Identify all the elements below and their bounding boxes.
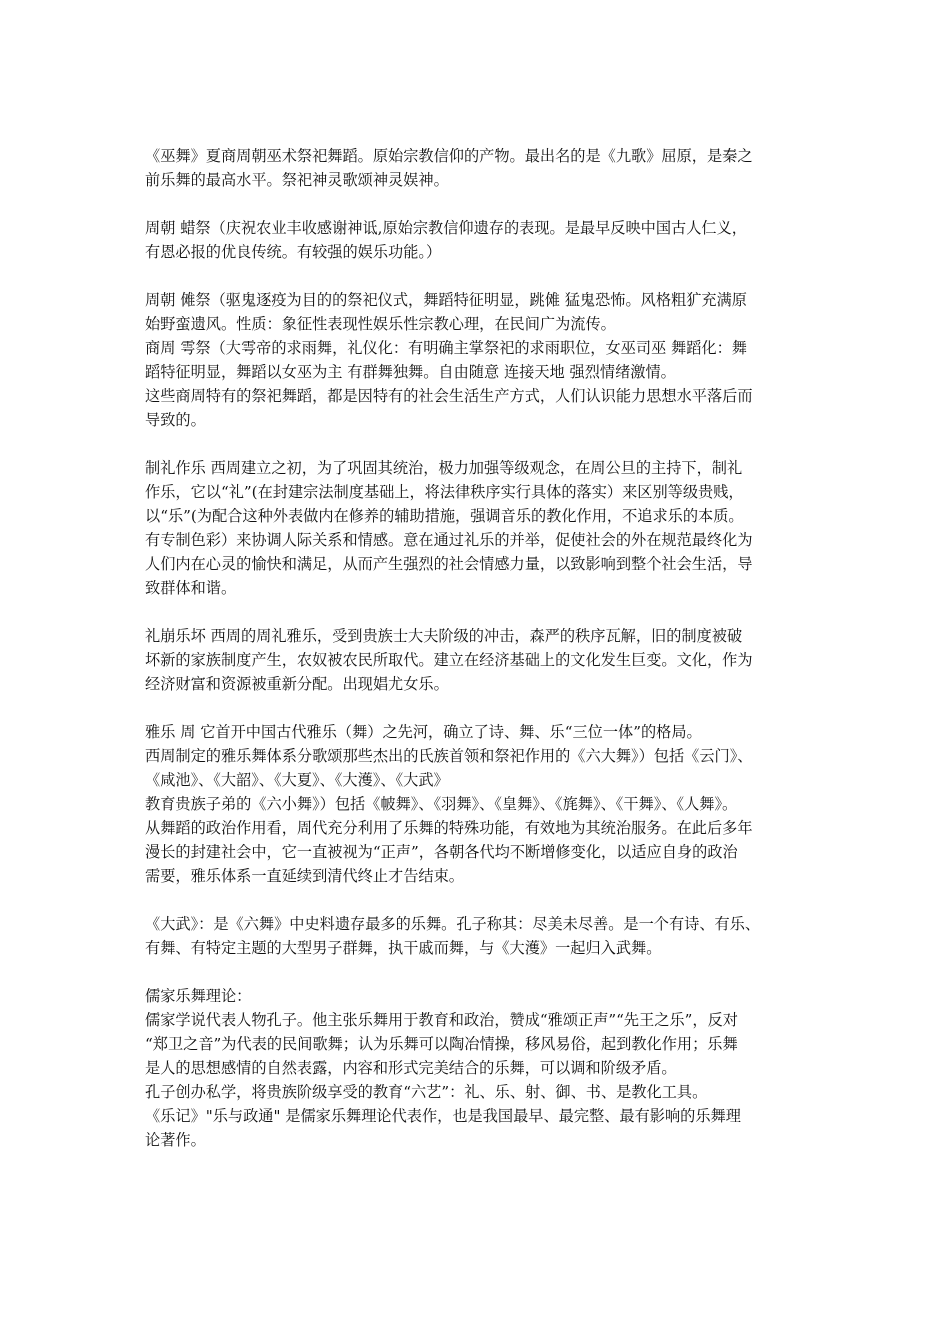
paragraph-rites-and-music (145, 456, 810, 600)
document-body (145, 144, 810, 1152)
text-line: 教育贵族子弟的《六小舞》）包括《帔舞》、《羽舞》、《皇舞》、《旄舞》、《干舞》、《人舞》。 (145, 795, 738, 813)
text-line: 儒家乐舞理论： (145, 987, 252, 1005)
text-line: 有恩必报的优良传统。有较强的娱乐功能。） (145, 243, 442, 261)
text-line: 论著作。 (145, 1131, 206, 1149)
paragraph-gap (145, 888, 810, 912)
text-line: 周朝 蜡祭（庆祝农业丰收感谢神诋,原始宗教信仰遗存的表现。是最早反映中国古人仁义， (145, 219, 747, 237)
text-line: 导致的。 (145, 411, 206, 429)
text-line: 这些商周特有的祭祀舞蹈，都是因特有的社会生活生产方式，人们认识能力思想水平落后而 (145, 387, 753, 405)
text-line: 孔子创办私学，将贵族阶级享受的教育“六艺”：礼、乐、射、御、书、是教化工具。 (145, 1083, 708, 1101)
paragraph-gap (145, 432, 810, 456)
paragraph-gap (145, 600, 810, 624)
text-line: 西周制定的雅乐舞体系分歌颂那些杰出的氏族首领和祭祀作用的《六大舞》）包括《云门》、 (145, 747, 753, 765)
text-line: 人们内在心灵的愉快和满足，从而产生强烈的社会情感力量，以致影响到整个社会生活，导 (145, 555, 753, 573)
text-line: 漫长的封建社会中，它一直被视为“正声”，各朝各代均不断增修变化，以适应自身的政治 (145, 843, 738, 861)
text-line: 有专制色彩）来协调人际关系和情感。意在通过礼乐的并举，促使社会的外在规范最终化为 (145, 531, 753, 549)
paragraph-dawu (145, 912, 810, 960)
paragraph-confucian-theory (145, 984, 810, 1152)
text-line: 儒家学说代表人物孔子。他主张乐舞用于教育和政治，赞成“雅颂正声”“先王之乐”，反对 (145, 1011, 738, 1029)
text-line: 蹈特征明显，舞蹈以女巫为主 有群舞独舞。自由随意 连接天地 强烈情绪激情。 (145, 363, 676, 381)
text-line: 周朝 傩祭（驱鬼逐疫为目的的祭祀仪式，舞蹈特征明显，跳傩 猛鬼恐怖。风格粗犷充满原 (145, 291, 747, 309)
text-line: 前乐舞的最高水平。祭祀神灵歌颂神灵娱神。 (145, 171, 449, 189)
text-line: 《巫舞》夏商周朝巫术祭祀舞蹈。原始宗教信仰的产物。最出名的是《九歌》屈原，是秦之 (145, 147, 753, 165)
text-line: 雅乐 周 它首开中国古代雅乐（舞）之先河，确立了诗、舞、乐“三位一体”的格局。 (145, 723, 702, 741)
paragraph-gap (145, 960, 810, 984)
text-line: 经济财富和资源被重新分配。出现娼尤女乐。 (145, 675, 449, 693)
text-line: 有舞、有特定主题的大型男子群舞，执干戚而舞，与《大濩》一起归入武舞。 (145, 939, 662, 957)
text-line: 是人的思想感情的自然表露，内容和形式完美结合的乐舞，可以调和阶级矛盾。 (145, 1059, 677, 1077)
text-line: 以“乐”(为配合这种外表做内在修养的辅助措施，强调音乐的教化作用，不追求乐的本质。 (145, 507, 744, 525)
text-line: 需要，雅乐体系一直延续到清代终止才告结束。 (145, 867, 464, 885)
text-line: 坏新的家族制度产生，农奴被农民所取代。建立在经济基础上的文化发生巨变。文化，作为 (145, 651, 753, 669)
paragraph-collapse-of-rites (145, 624, 810, 696)
paragraph-yayue (145, 720, 810, 888)
text-line: 《咸池》、《大韶》、《大夏》、《大濩》、《大武》 (145, 771, 449, 789)
text-line: 从舞蹈的政治作用看，周代充分利用了乐舞的特殊功能，有效地为其统治服务。在此后多年 (145, 819, 753, 837)
text-line: 礼崩乐坏 西周的周礼雅乐，受到贵族士大夫阶级的冲击，森严的秩序瓦解，旧的制度被破 (145, 627, 743, 645)
paragraph-gap (145, 192, 810, 216)
text-line: 商周 雩祭（大雩帝的求雨舞，礼仪化：有明确主掌祭祀的求雨职位，女巫司巫 舞蹈化：舞 (145, 339, 747, 357)
paragraph-nuo-sacrifice (145, 288, 810, 432)
text-line: 致群体和谐。 (145, 579, 237, 597)
text-line: 作乐，它以“礼”(在封建宗法制度基础上，将法律秩序实行具体的落实）来区别等级贵贱， (145, 483, 744, 501)
text-line: 《大武》：是《六舞》中史料遗存最多的乐舞。孔子称其：尽美未尽善。是一个有诗、有乐、 (145, 915, 761, 933)
text-line: 制礼作乐 西周建立之初，为了巩固其统治，极力加强等级观念，在周公旦的主持下，制礼 (145, 459, 743, 477)
text-line: 《乐记》"乐与政通" 是儒家乐舞理论代表作，也是我国最早、最完整、最有影响的乐舞理 (145, 1107, 741, 1125)
paragraph-gap (145, 264, 810, 288)
paragraph-wu-dance (145, 144, 810, 192)
text-line: “郑卫之音”为代表的民间歌舞；认为乐舞可以陶冶情操，移风易俗，起到教化作用；乐舞 (145, 1035, 738, 1053)
paragraph-gap (145, 696, 810, 720)
text-line: 始野蛮遗风。性质：象征性表现性娱乐性宗教心理，在民间广为流传。 (145, 315, 616, 333)
paragraph-zha-sacrifice (145, 216, 810, 264)
